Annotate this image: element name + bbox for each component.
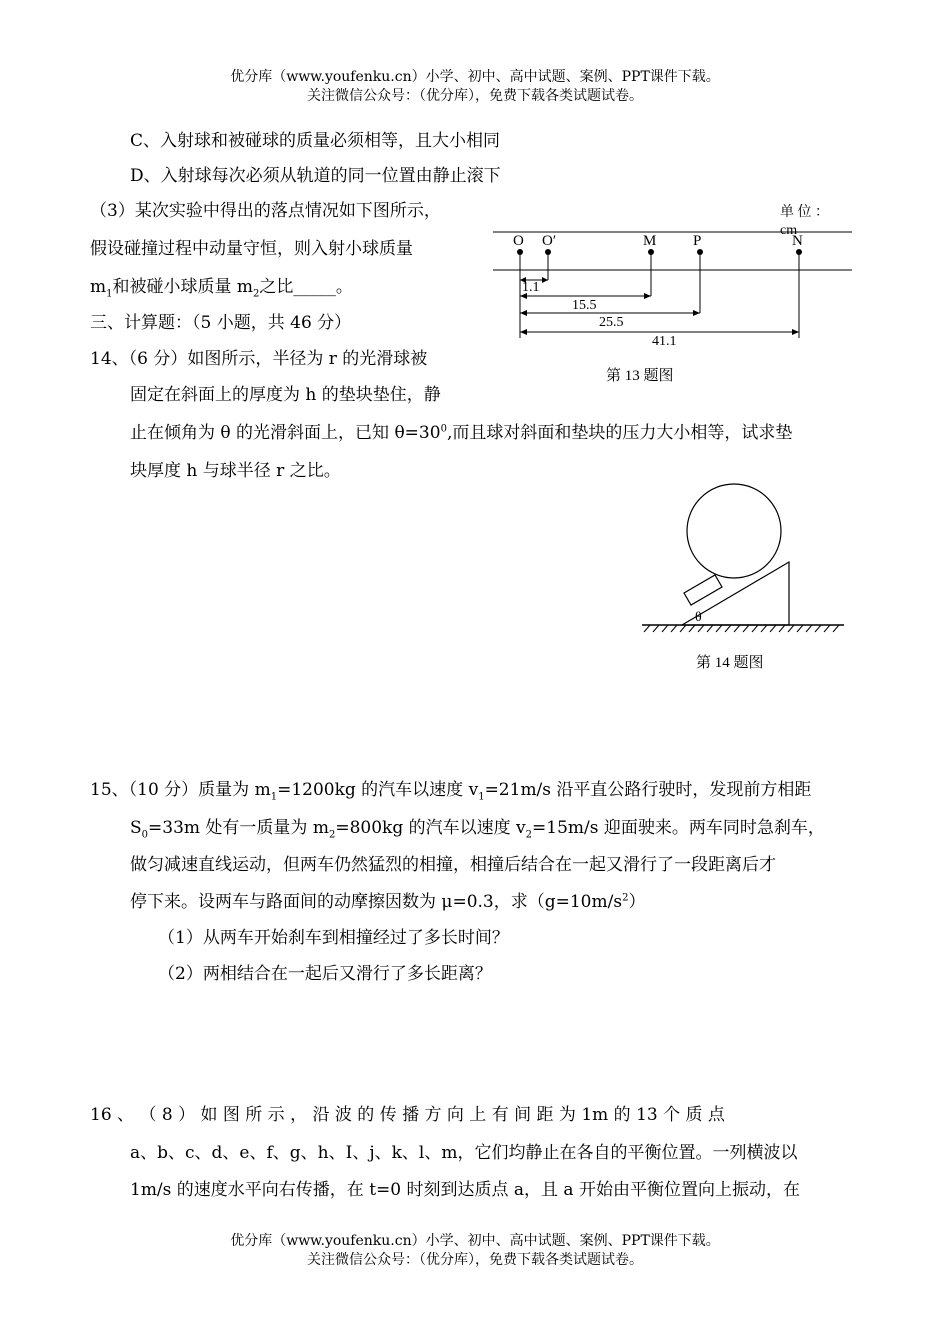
section-3-heading: 三、计算题：（5 小题，共 46 分） — [90, 313, 352, 333]
q15-line2: $S_0=33m$ 处有一质量为 $m_2=800kg$ 的汽车以速度 $v_2=15m/s$ 迎面驶来。两车同时急刹车， — [130, 818, 825, 841]
dist-25-5-label: 25.5 — [599, 315, 624, 330]
q14-line4: 块厚度 h 与球半径 r 之比。 — [130, 461, 341, 481]
q15-sub-2: （2）两相结合在一起后又滑行了多长距离？ — [158, 964, 492, 984]
dist-1-1-label: 1.1 — [522, 280, 540, 295]
point-o-label: O — [513, 233, 524, 249]
q15-sub-1: （1）从两车开始刹车到相撞经过了多长时间？ — [158, 928, 509, 948]
q13-option-c: C、入射球和被碰球的质量必须相等，且大小相同 — [130, 131, 501, 151]
point-o-prime-label: O′ — [542, 233, 557, 249]
dist-15-5-label: 15.5 — [572, 298, 597, 313]
q14-line1: 14、（6 分）如图所示，半径为 r 的光滑球被 — [90, 349, 428, 369]
q13-part3-line2: 假设碰撞过程中动量守恒，则入射小球质量 — [90, 239, 413, 259]
unit-cm-label: cm — [780, 223, 798, 238]
footer-line-2: 关注微信公众号：（优分库），免费下载各类试题试卷。 — [307, 1252, 643, 1268]
dist-41-1-label: 41.1 — [652, 334, 677, 349]
q13-option-d: D、入射球每次必须从轨道的同一位置由静止滚下 — [130, 166, 501, 186]
ground-hatching — [644, 625, 839, 632]
q14-figure-caption: 第 14 题图 — [696, 655, 764, 671]
point-m-label: M — [643, 233, 657, 249]
q16-line3: 1m/s 的速度水平向右传播，在 t=0 时刻到达质点 a，且 a 开始由平衡位置向上振动，在 — [130, 1180, 800, 1200]
q13-part3-line3: $m_1$和被碰小球质量 $m_2$之比_____。 — [90, 277, 353, 300]
q14-line3: 止在倾角为 θ 的光滑斜面上，已知 $\theta=30^0$,而且球对斜面和垫块的压力大小相等，试求垫 — [130, 423, 793, 443]
q15-line1: 15、（10 分）质量为 $m_1=1200kg$ 的汽车以速度 $v_1=21m/s$ 沿平直公路行驶时，发现前方相距 — [90, 780, 812, 803]
header-line-2: 关注微信公众号：（优分库），免费下载各类试题试卷。 — [307, 88, 643, 104]
point-p-label: P — [693, 233, 702, 249]
q13-figure-caption: 第 13 题图 — [606, 368, 674, 384]
footer-line-1: 优分库（www.youfenku.cn）小学、初中、高中试题、案例、PPT课件下载。 — [230, 1233, 720, 1249]
q15-line3: 做匀减速直线运动，但两车仍然猛烈的相撞，相撞后结合在一起又滑行了一段距离后才 — [130, 855, 776, 875]
q15-line4: 停下来。设两车与路面间的动摩擦因数为 μ=0.3，求$(g=10m/s^2)$ — [130, 892, 646, 912]
theta-label: θ — [695, 610, 702, 625]
unit-label: 单 位 ： — [780, 205, 829, 220]
point-n-label: N — [792, 233, 803, 249]
q14-figure — [636, 482, 856, 682]
ball — [687, 484, 781, 578]
header-line-1: 优分库（www.youfenku.cn）小学、初中、高中试题、案例、PPT课件下载。 — [230, 69, 720, 85]
pad-block — [684, 575, 722, 605]
q13-figure — [480, 198, 870, 394]
q16-line2: a、b、c、d、e、f、g、h、I、j、k、l、m，它们均静止在各自的平衡位置。一列横波以 — [130, 1143, 798, 1163]
q13-part3-line1: （3）某次实验中得出的落点情况如下图所示， — [90, 201, 441, 221]
q14-line2: 固定在斜面上的厚度为 h 的垫块垫住，静 — [130, 385, 441, 405]
q16-line1: 16 、 （ 8 ） 如 图 所 示 ， 沿 波 的 传 播 方 向 上 有 间 距 为 1m 的 13 个 质 点 — [90, 1105, 725, 1125]
